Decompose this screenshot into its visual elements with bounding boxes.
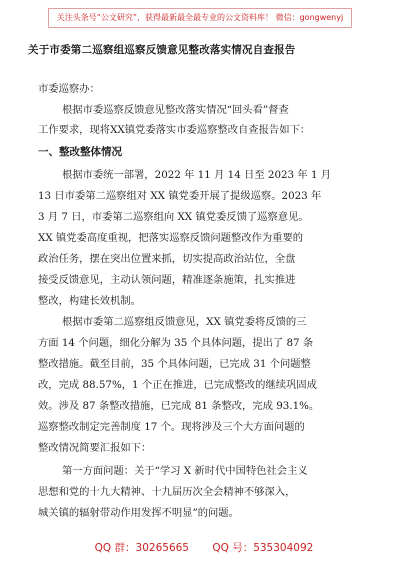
paragraph-line: 13 日市委第二巡察组对 XX 镇党委开展了提级巡察。2023 年 <box>38 190 322 202</box>
paragraph-line: 3 月 7 日，市委第二巡察组向 XX 镇党委反馈了巡察意见。 <box>38 211 309 223</box>
qq-number-text: QQ 号：535304092 <box>212 542 314 554</box>
section-heading: 一、整改整体情况 <box>38 146 122 158</box>
paragraph-line: 第一方面问题：关于“学习 X 新时代中国特色社会主义 <box>62 465 308 477</box>
paragraph-line: 整改，构建长效机制。 <box>38 295 141 307</box>
qq-group-text: QQ 群：30265665 <box>94 542 189 554</box>
paragraph-line: XX 镇党委高度重视，把落实巡察反馈问题整改作为重要的 <box>38 232 304 244</box>
paragraph-line: 根据市委统一部署，2022 年 11 月 14 日至 2023 年 1 月 <box>62 169 332 181</box>
paragraph-line: 巡察整改制定完善制度 17 个。现将涉及三个大方面问题的 <box>38 421 305 433</box>
paragraph-line: 根据市委第二巡察组反馈意见，XX 镇党委将反馈的三 <box>62 316 307 328</box>
document-title: 关于市委第二巡察组巡察反馈意见整改落实情况自查报告 <box>28 44 296 56</box>
intro-line-1: 根据市委巡察反馈意见整改落实情况“回头看”督查 <box>62 104 289 116</box>
paragraph-line: 效。涉及 87 条整改措施，已完成 81 条整改，完成 93.1%。 <box>38 400 320 412</box>
paragraph-line: 方面 14 个问题，细化分解为 35 个具体问题，提出了 87 条 <box>38 337 314 349</box>
promo-banner: 关注头条号“公文研究”，获得最新最全最专业的公文资料库！ 微信：gongwenyj <box>48 8 352 28</box>
paragraph-line: 整改措施。截至目前，35 个具体问题，已完成 31 个问题整 <box>38 358 311 370</box>
paragraph-line: 接受反馈意见，主动认领问题，精准逐条施策，扎实推进 <box>38 274 296 286</box>
paragraph-line: 思想和党的十九大精神、十九届历次全会精神不够深入， <box>38 486 296 498</box>
footer-contact <box>0 540 408 555</box>
paragraph-line: 政治任务，摆在突出位置来抓，切实提高政治站位，全盘 <box>38 253 296 265</box>
paragraph-line: 城关镇的辐射带动作用发挥不明显”的问题。 <box>38 507 239 519</box>
paragraph-line: 整改情况简要汇报如下： <box>38 442 152 454</box>
salutation: 市委巡察办： <box>38 83 100 95</box>
intro-line-2: 工作要求，现将XX镇党委落实市委巡察整改自查报告如下： <box>38 124 311 136</box>
paragraph-line: 改，完成 88.57%，1 个正在推进，已完成整改的继续巩固成 <box>38 379 317 391</box>
